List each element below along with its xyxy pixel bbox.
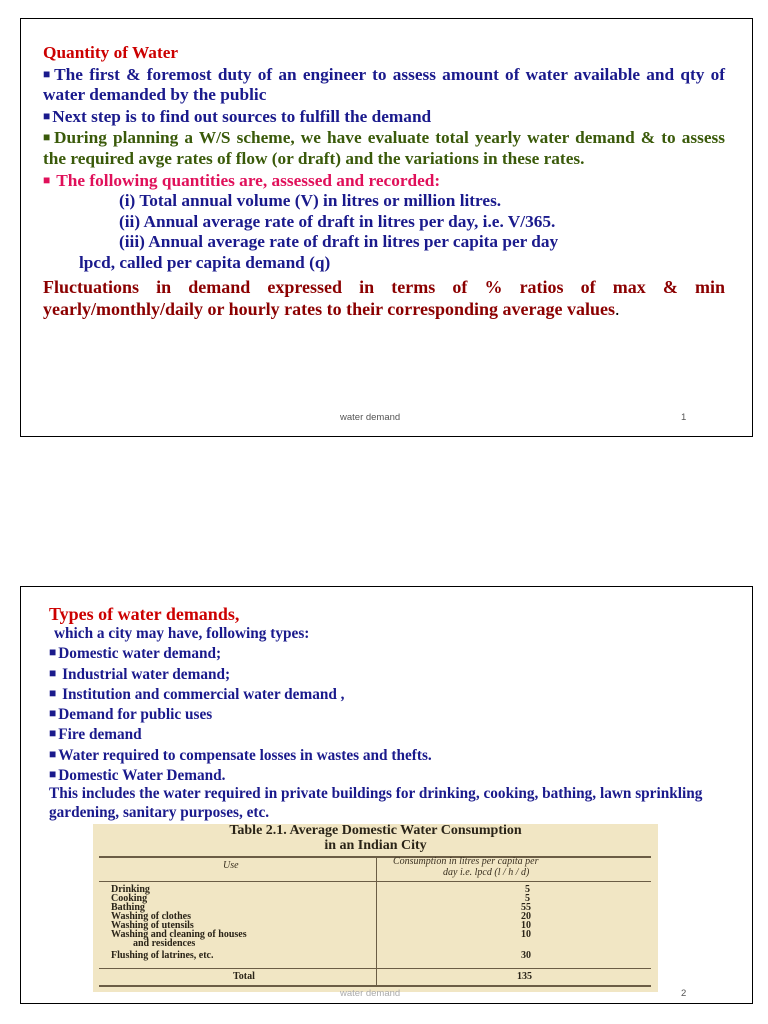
bullet-quantities-heading — [43, 170, 725, 192]
fluctuation-period: . — [614, 298, 620, 319]
slide-1-content — [43, 43, 725, 320]
type-item — [49, 745, 732, 765]
type-text: Domestic water demand; — [58, 645, 222, 663]
type-text: Industrial water demand; — [62, 665, 231, 683]
slide-1-footer-label: water demand — [340, 412, 401, 423]
type-text: Water required to compensate losses in wastes and thefts. — [58, 746, 432, 764]
table-total-label: Total — [233, 971, 255, 982]
bullet-icon: ■ — [49, 665, 57, 680]
type-item — [49, 704, 732, 724]
table-row-use: Bathing — [111, 902, 145, 913]
table-row-value: 10 — [521, 929, 531, 940]
type-item — [49, 643, 732, 663]
bullet-icon: ■ — [49, 767, 57, 782]
bullet-duty — [43, 64, 725, 106]
slide-2-page-number: 2 — [681, 988, 687, 999]
table-row-use: Washing of clothes — [111, 911, 192, 922]
table-header-consumption-1: Consumption in litres per capita per — [393, 856, 539, 867]
bullet-icon: ■ — [43, 172, 51, 187]
slide-2 — [20, 586, 753, 1004]
quantity-item-2: (ii) Annual average rate of draft in litres per day, i.e. V/365. — [119, 211, 556, 231]
table-caption-line-1: Table 2.1. Average Domestic Water Consumption — [229, 824, 522, 838]
slide-2-heading: Types of water demands, — [49, 604, 240, 624]
table-row-value: 10 — [521, 920, 531, 931]
table-header-consumption-2: day i.e. lpcd (l / h / d) — [443, 867, 530, 878]
bullet-icon: ■ — [43, 108, 51, 123]
slide-1-page-number: 1 — [681, 412, 687, 423]
table-row-use: Washing of utensils — [111, 920, 194, 931]
type-text: Demand for public uses — [58, 706, 213, 724]
table-row-use: Cooking — [111, 893, 148, 904]
table-row-use: Flushing of latrines, etc. — [111, 950, 214, 961]
slide-2-description: This includes the water required in private buildings for drinking, cooking, bathing, lawn sprinkling gardening, sanitary purposes, etc. — [49, 785, 703, 821]
quantity-item-3-cont: lpcd, called per capita demand (q) — [79, 252, 331, 272]
fluctuation-text — [43, 276, 725, 320]
slide-2-content — [49, 603, 732, 822]
bullet-planning — [43, 127, 725, 169]
bullet-text: The following quantities are, assessed and recorded: — [56, 170, 441, 190]
table-row-use: and residences — [133, 938, 196, 949]
table-column-divider — [376, 856, 377, 986]
table-row-use: Drinking — [111, 884, 150, 895]
bullet-icon: ■ — [49, 726, 57, 741]
table-row-use: Washing and cleaning of houses — [111, 929, 247, 940]
bullet-icon: ■ — [49, 645, 57, 660]
bullet-icon: ■ — [43, 66, 53, 81]
consumption-table-image — [93, 824, 658, 992]
bullet-text: During planning a W/S scheme, we have evaluate total yearly water demand & to assess the required avge rates of flow (or draft) and the variations in these rates. — [43, 128, 725, 168]
bullet-icon: ■ — [49, 685, 57, 700]
slide-1-heading: Quantity of Water — [43, 43, 179, 62]
slide-2-intro: which a city may have, following types: — [54, 625, 310, 642]
quantity-item-3: (iii) Annual average rate of draft in litres per capita per day — [119, 232, 559, 252]
table-rule-total — [99, 968, 651, 969]
type-text: Domestic Water Demand. — [58, 767, 226, 785]
bullet-text: Next step is to find out sources to fulfill the demand — [52, 106, 432, 126]
table-row-value: 20 — [521, 911, 531, 922]
type-item — [49, 664, 732, 684]
type-item — [49, 724, 732, 744]
slide-2-footer-label: water demand — [340, 988, 401, 999]
table-rule-header — [99, 881, 651, 882]
type-text: Fire demand — [58, 726, 142, 744]
bullet-icon: ■ — [43, 130, 53, 145]
bullet-text: The first & foremost duty of an engineer to assess amount of water available and qty of water demanded by the public — [43, 64, 725, 105]
type-item — [49, 684, 732, 704]
bullet-icon: ■ — [49, 746, 57, 761]
type-text: Institution and commercial water demand , — [62, 685, 345, 703]
table-total-value: 135 — [517, 971, 532, 982]
table-rule-bottom — [99, 985, 651, 987]
table-caption-line-2: in an Indian City — [324, 838, 427, 853]
table-row-value: 5 — [525, 884, 530, 895]
table-row-value: 30 — [521, 950, 531, 961]
quantity-item-1: (i) Total annual volume (V) in litres or million litres. — [119, 191, 502, 211]
bullet-sources — [43, 106, 725, 128]
table-row-value: 5 — [525, 893, 530, 904]
bullet-icon: ■ — [49, 706, 57, 721]
table-rule-top — [99, 856, 651, 858]
fluctuation-body: Fluctuations in demand expressed in terms of % ratios of max & min yearly/monthly/daily or hourly rates to their corresponding average values — [43, 276, 725, 319]
slide-1 — [20, 18, 753, 437]
table-row-value: 55 — [521, 902, 531, 913]
type-item — [49, 765, 732, 785]
table-header-use: Use — [223, 860, 239, 871]
